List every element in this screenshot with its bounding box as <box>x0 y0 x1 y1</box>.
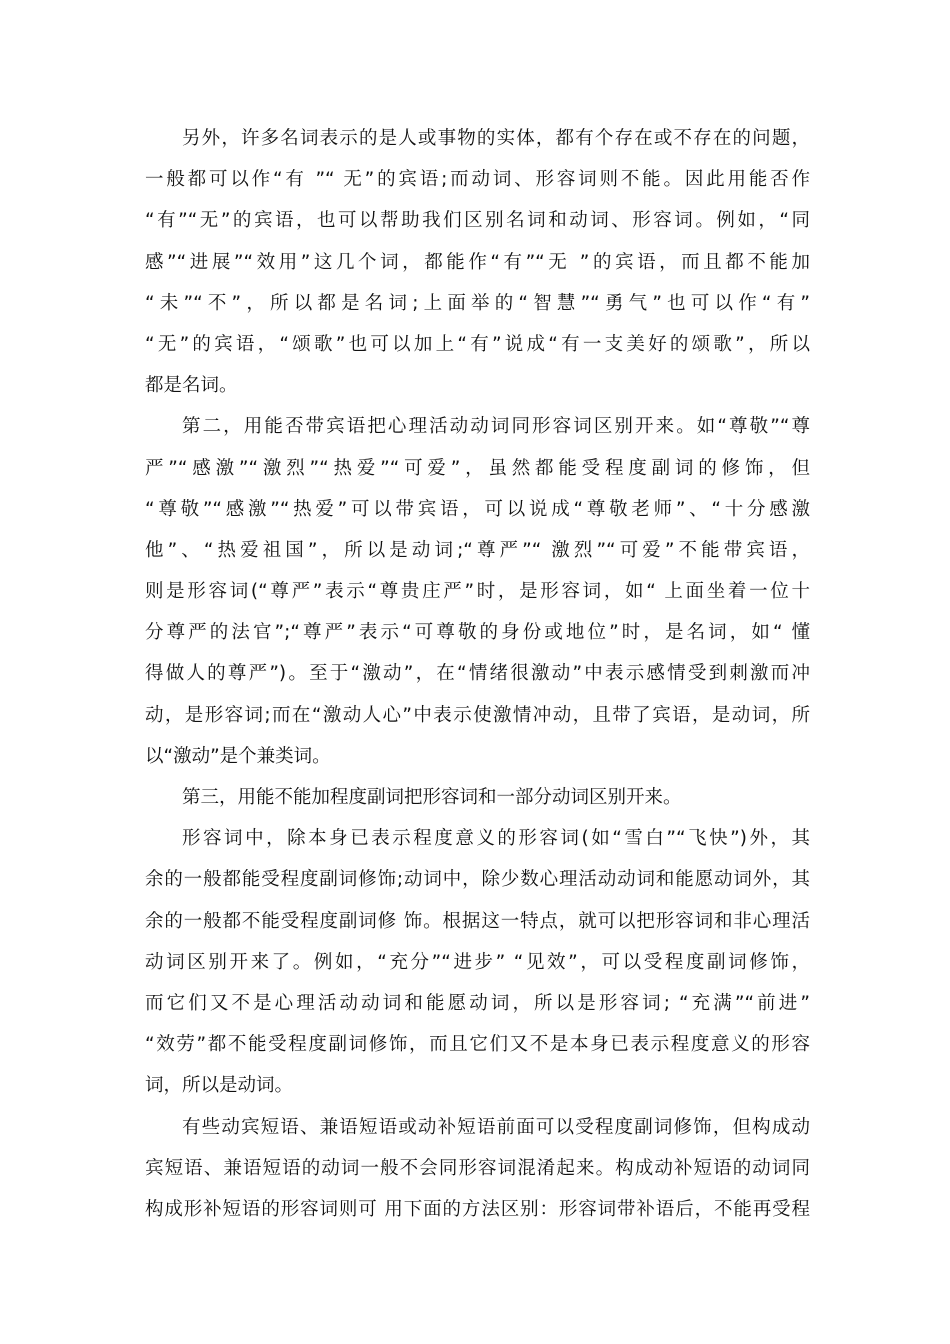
text-line: 分尊严的法官”;“尊严”表示“可尊敬的身份或地位”时，是名词，如“ 懂 <box>145 622 810 644</box>
text-line: 第二，用能否带宾语把心理活动动词同形容词区别开来。如“尊敬”“尊 <box>182 416 810 438</box>
text-line: 都是名词。 <box>145 375 238 397</box>
text-line: “未”“不”，所以都是名词;上面举的“智慧”“勇气”也可以作“有” <box>145 292 810 314</box>
text-line: 另外，许多名词表示的是人或事物的实体，都有个存在或不存在的问题， <box>182 128 810 149</box>
body-text <box>145 118 810 1230</box>
text-line: “效劳”都不能受程度副词修饰，而且它们又不是本身已表示程度意义的形容 <box>145 1034 810 1056</box>
text-line: 形容词中，除本身已表示程度意义的形容词(如“雪白”“飞快”)外，其 <box>182 828 810 850</box>
text-line: 宾短语、兼语短语的动词一般不会同形容词混淆起来。构成动补短语的动词同 <box>145 1157 810 1179</box>
text-line: “无”的宾语，“颂歌”也可以加上“有”说成“有一支美好的颂歌”，所以 <box>145 333 810 355</box>
text-line: 得做人的尊严”)。至于“激动”，在“情绪很激动”中表示感情受到刺激而冲 <box>145 663 810 685</box>
text-line: 则是形容词(“尊严”表示“尊贵庄严”时，是形容词，如“ 上面坐着一位十 <box>145 581 810 603</box>
text-line: 词，所以是动词。 <box>145 1075 294 1097</box>
text-line: 余的一般都能受程度副词修饰;动词中，除少数心理活动动词和能愿动词外，其 <box>145 869 810 891</box>
text-line: 严”“感激”“激烈”“热爱”“可爱”，虽然都能受程度副词的修饰，但 <box>145 457 810 479</box>
text-line: “尊敬”“感激”“热爱”可以带宾语，可以说成“尊敬老师”、“十分感激 <box>145 498 810 520</box>
text-line: 他”、“热爱祖国”，所以是动词;“尊严”“ 激烈”“可爱”不能带宾语， <box>145 539 810 561</box>
text-line: 有些动宾短语、兼语短语或动补短语前面可以受程度副词修饰，但构成动 <box>182 1116 810 1138</box>
text-line: 一般都可以作“有 ”“ 无”的宾语;而动词、形容词则不能。因此用能否作 <box>145 169 810 191</box>
text-line: 以“激动”是个兼类词。 <box>145 745 331 767</box>
text-line: 而它们又不是心理活动动词和能愿动词，所以是形容词; “充满”“前进” <box>145 992 810 1014</box>
text-line: 余的一般都不能受程度副词修 饰。根据这一特点，就可以把形容词和非心理活 <box>145 910 810 932</box>
text-line: 动，是形容词;而在“激动人心”中表示使激情冲动，且带了宾语，是动词，所 <box>145 704 810 726</box>
text-line: 动词区别开来了。例如，“充分”“进步” “见效”，可以受程度副词修饰， <box>145 951 810 973</box>
text-line: 第三，用能不能加程度副词把形容词和一部分动词区别开来。 <box>182 787 682 808</box>
text-line: “有”“无”的宾语，也可以帮助我们区别名词和动词、形容词。例如，“同 <box>145 210 810 232</box>
text-line: 感”“进展”“效用”这几个词，都能作“有”“无 ”的宾语，而且都不能加 <box>145 251 810 273</box>
text-line: 构成形补短语的形容词则可 用下面的方法区别：形容词带补语后，不能再受程 <box>145 1198 810 1220</box>
